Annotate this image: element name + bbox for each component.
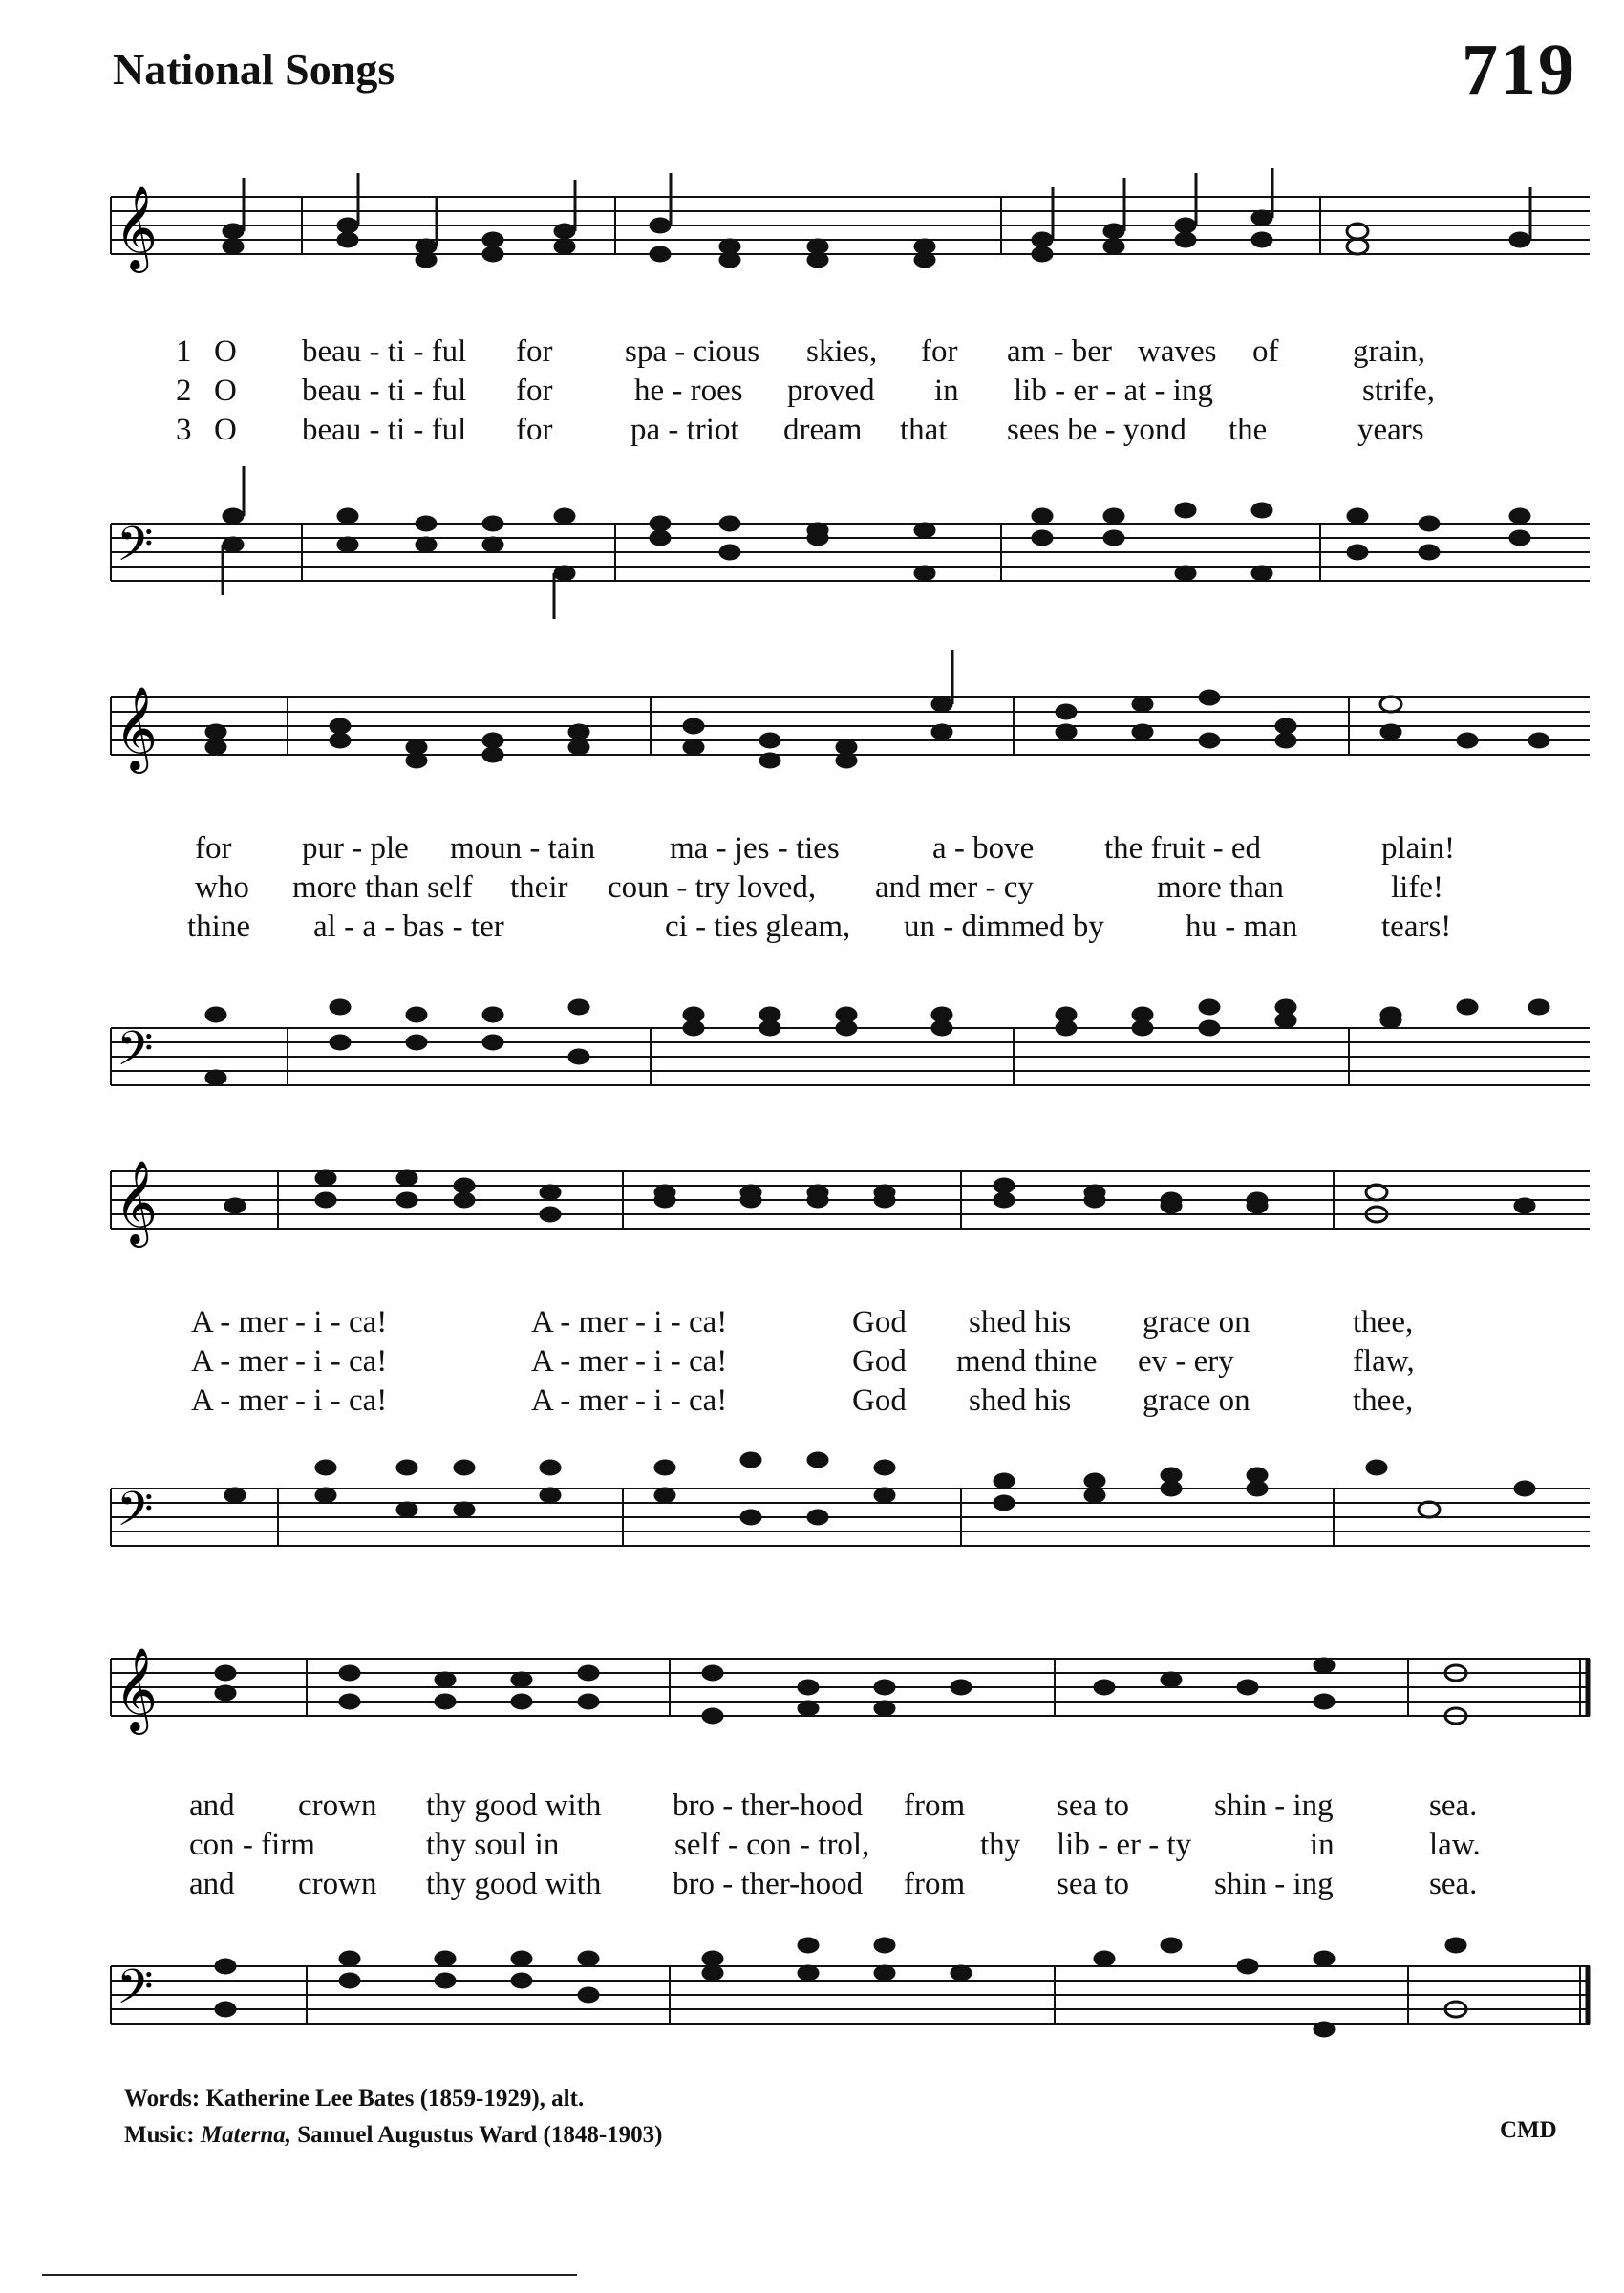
lyric-syllable: crown [298, 1789, 377, 1823]
lyric-syllable: sea to [1057, 1867, 1130, 1901]
bass-clef-icon: 𝄢 [117, 517, 154, 584]
lyrics-system-3 [111, 1305, 1590, 1423]
lyric-syllable: more than [1157, 870, 1284, 905]
lyric-syllable: pa - triot [630, 413, 739, 447]
lyric-syllable: grain, [1353, 334, 1426, 369]
music-text: Samuel Augustus Ward (1848-1903) [297, 2122, 663, 2148]
lyric-syllable: dream [783, 413, 863, 447]
treble-staff-1 [111, 184, 1590, 302]
verse-line [111, 1828, 1590, 1867]
verse-line [111, 1867, 1590, 1906]
music-system-4 [111, 1624, 1590, 2073]
lyric-syllable: A - mer - i - ca! [531, 1305, 728, 1339]
lyric-syllable: bro - ther-hood [673, 1789, 864, 1823]
bass-staff-1 [111, 517, 1590, 629]
lyric-syllable: for [921, 334, 958, 369]
lyric-syllable: sees be - yond [1007, 413, 1186, 447]
lyric-syllable: beau - ti - ful [302, 374, 467, 408]
music-label: Music: [124, 2122, 195, 2148]
lyric-syllable: in [934, 374, 959, 408]
lyric-syllable: skies, [806, 334, 878, 369]
lyric-syllable: thy soul in [426, 1828, 560, 1862]
lyric-syllable: their [510, 870, 568, 905]
lyric-syllable: for [195, 831, 232, 866]
words-text: Katherine Lee Bates (1859-1929), alt. [205, 2086, 585, 2111]
lyric-syllable: ev - ery [1138, 1344, 1234, 1379]
music-credit [124, 2117, 663, 2154]
lyric-syllable: self - con - trol, [674, 1828, 870, 1862]
lyric-syllable: A - mer - i - ca! [191, 1305, 388, 1339]
lyric-syllable: lib - er - at - ing [1014, 374, 1213, 408]
verse-line [111, 1305, 1590, 1344]
words-label: Words: [124, 2086, 201, 2111]
lyric-syllable: thy [980, 1828, 1021, 1862]
lyric-syllable: thee, [1353, 1383, 1414, 1418]
music-system-3 [111, 1137, 1590, 1634]
lyric-syllable: coun - try loved, [608, 870, 817, 905]
lyric-syllable: shin - ing [1214, 1867, 1334, 1901]
lyric-syllable: flaw, [1353, 1344, 1415, 1379]
page-header [0, 0, 1624, 115]
treble-clef-icon: 𝄞 [115, 1159, 158, 1244]
lyric-syllable: ci - ties gleam, [665, 910, 851, 944]
verse-line [111, 831, 1590, 870]
lyric-syllable: am - ber [1007, 334, 1112, 369]
lyric-syllable: thine [187, 910, 250, 944]
verse-number: 3 [176, 413, 192, 447]
verse-line [111, 1383, 1590, 1423]
music-system-1 [111, 162, 1590, 697]
lyric-syllable: sea to [1057, 1789, 1130, 1823]
lyric-syllable: A - mer - i - ca! [191, 1383, 388, 1418]
tune-name: Materna, [200, 2122, 292, 2148]
verse-line [111, 910, 1590, 949]
lyric-syllable: he - roes [634, 374, 743, 408]
lyric-syllable: thee, [1353, 1305, 1414, 1339]
lyric-syllable: con - firm [189, 1828, 315, 1862]
verse-line [111, 374, 1590, 413]
lyric-syllable: spa - cious [625, 334, 760, 369]
lyric-syllable: crown [298, 1867, 377, 1901]
treble-clef-icon: 𝄞 [115, 184, 158, 269]
lyric-syllable: grace on [1143, 1383, 1250, 1418]
lyric-syllable: ma - jes - ties [670, 831, 840, 866]
lyric-syllable: sea. [1429, 1867, 1478, 1901]
lyric-syllable: from [904, 1867, 966, 1901]
footer-rule [42, 2274, 577, 2276]
lyric-syllable: who [195, 870, 249, 905]
lyric-syllable: tears! [1381, 910, 1452, 944]
bass-clef-icon: 𝄢 [117, 1482, 154, 1549]
lyric-syllable: hu - man [1186, 910, 1298, 944]
lyric-syllable: and [189, 1867, 235, 1901]
verse-line [111, 413, 1590, 452]
lyric-syllable: for [516, 374, 553, 408]
bass-clef-icon: 𝄢 [117, 1021, 154, 1088]
lyric-syllable: thy good with [426, 1789, 602, 1823]
lyric-syllable: waves [1138, 334, 1217, 369]
verse-line [111, 334, 1590, 374]
lyric-syllable: life! [1391, 870, 1443, 905]
meter-label: CMD [1500, 2117, 1557, 2143]
lyric-syllable: shed his [969, 1383, 1072, 1418]
lyric-syllable: for [516, 413, 553, 447]
lyric-syllable: God [852, 1383, 907, 1418]
lyric-syllable: from [904, 1789, 966, 1823]
verse-number: 1 [176, 334, 192, 369]
lyric-syllable: O [214, 374, 237, 408]
lyric-syllable: more than self [292, 870, 473, 905]
credits [124, 2081, 663, 2154]
lyric-syllable: of [1252, 334, 1279, 369]
lyric-syllable: O [214, 413, 237, 447]
bass-staff-3 [111, 1482, 1590, 1594]
section-title: National Songs [113, 45, 395, 94]
lyric-syllable: strife, [1362, 374, 1436, 408]
bass-staff-4 [111, 1960, 1590, 2071]
lyric-syllable: God [852, 1344, 907, 1379]
bass-clef-icon: 𝄢 [117, 1960, 154, 2026]
lyric-syllable: the fruit - ed [1104, 831, 1262, 866]
treble-clef-icon: 𝄞 [115, 1646, 158, 1731]
lyric-syllable: thy good with [426, 1867, 602, 1901]
lyric-syllable: sea. [1429, 1789, 1478, 1823]
lyric-syllable: un - dimmed by [904, 910, 1104, 944]
lyric-syllable: in [1310, 1828, 1335, 1862]
lyrics-system-2 [111, 831, 1590, 949]
lyric-syllable: beau - ti - ful [302, 413, 467, 447]
lyric-syllable: plain! [1381, 831, 1455, 866]
lyric-syllable: law. [1429, 1828, 1481, 1862]
lyric-syllable: bro - ther-hood [673, 1867, 864, 1901]
verse-number: 2 [176, 374, 192, 408]
lyric-syllable: that [900, 413, 948, 447]
verse-line [111, 1789, 1590, 1828]
lyric-syllable: the [1229, 413, 1268, 447]
lyrics-system-1 [111, 334, 1590, 452]
lyric-syllable: al - a - bas - ter [313, 910, 504, 944]
lyric-syllable: A - mer - i - ca! [191, 1344, 388, 1379]
lyric-syllable: God [852, 1305, 907, 1339]
words-credit [124, 2081, 663, 2117]
bass-staff-2 [111, 1021, 1590, 1133]
lyric-syllable: shin - ing [1214, 1789, 1334, 1823]
lyric-syllable: A - mer - i - ca! [531, 1344, 728, 1379]
lyric-syllable: proved [787, 374, 875, 408]
lyric-syllable: and mer - cy [875, 870, 1034, 905]
lyric-syllable: A - mer - i - ca! [531, 1383, 728, 1418]
lyrics-system-4 [111, 1789, 1590, 1906]
treble-clef-icon: 𝄞 [115, 685, 158, 770]
lyric-syllable: O [214, 334, 237, 369]
lyric-syllable: shed his [969, 1305, 1072, 1339]
lyric-syllable: beau - ti - ful [302, 334, 467, 369]
verse-line [111, 1344, 1590, 1383]
treble-staff-3 [111, 1159, 1590, 1276]
lyric-syllable: for [516, 334, 553, 369]
treble-staff-4 [111, 1646, 1590, 1764]
lyric-syllable: and [189, 1789, 235, 1823]
lyric-syllable: pur - ple [302, 831, 409, 866]
verse-line [111, 870, 1590, 910]
lyric-syllable: mend thine [956, 1344, 1098, 1379]
lyric-syllable: lib - er - ty [1057, 1828, 1192, 1862]
treble-staff-2 [111, 685, 1590, 803]
lyric-syllable: grace on [1143, 1305, 1250, 1339]
music-system-2 [111, 659, 1590, 1156]
lyric-syllable: moun - tain [450, 831, 596, 866]
hymn-number: 719 [1462, 30, 1576, 110]
lyric-syllable: a - bove [932, 831, 1035, 866]
lyric-syllable: years [1357, 413, 1424, 447]
